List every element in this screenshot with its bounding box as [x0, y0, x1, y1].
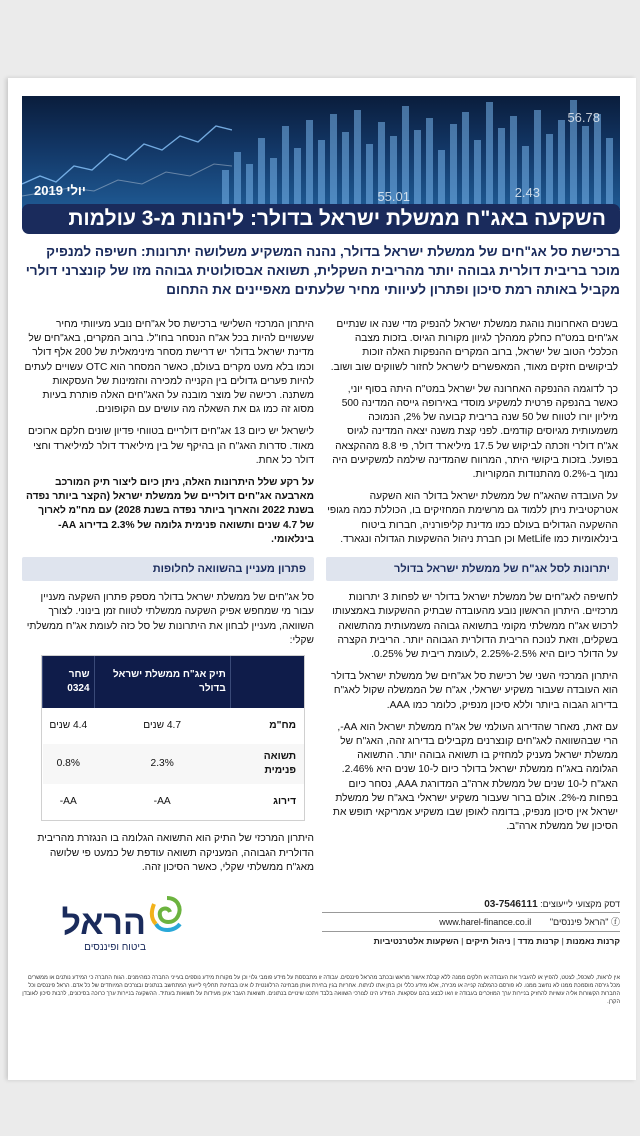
paragraph: לחשיפה לאג"חים של ממשלת ישראל בדולר יש לפחות 3 יתרונות מרכזיים. היתרון הראשון נובע מהעובדה שבתיק ההשקעות באמצעותו לרכוש אג"ח ממשלתי מקומי בתשואה גבוהה משמעותית מהתשואה בשקלים, וזאת לנוכח הריבית הדולרית הגבוהה יותר. הריבית הקצרה על הדולר כיום היא 2.5%-2.25% ,לעומת ריבית של 0.25%.	[332, 592, 618, 661]
issue-date: יולי 2019	[34, 183, 86, 198]
harel-logo	[36, 890, 186, 960]
section-heading-advantages: יתרונות לסל אג"ח של ממשלת ישראל בדולר	[326, 557, 618, 581]
facebook-link[interactable]: "הראל פיננסים"	[549, 917, 609, 927]
harel-swirl-icon	[148, 894, 186, 934]
lead-paragraph: ברכישת סל אג"חים של ממשלת ישראל בדולר, נהנה המשקיע משלושה יתרונות: חשיפה למנפיק מוכר בריבית דולרית גבוהה יותר מהריבית השקלית, תשואה אבסולוטית גבוהה מזו של קונצרני דולרי מקביל באותה רמת סיכון ופתרון לעיוותי מחיר שלעתים מאפיינים את התחום	[25, 244, 620, 297]
table-row	[43, 708, 305, 744]
chart-number: 56.78	[567, 110, 600, 125]
paragraph: על העובדה שהאג"ח של ממשלת ישראל בדולר הוא השקעה אטרקטיבית ניתן ללמוד גם מרשימת המחזיקים בו, הכוללת כמה מגופי ההשקעה הגדולים בעולם כמו מדינת קליפורניה, חברות ביטוח בינלאומיות כמו MetLife וכן חברת ניהול ההשקעות הגדולה ונגארד.	[327, 491, 618, 545]
paragraph: על רקע שלל היתרונות האלה, ניתן כיום ליצור תיק המורכב מארבעה אג"חים דולריים של ממשלת ישראל (הקצר ביותר נפדה בשנת 2022 והארוך ביותר נפדה בשנת 2028) עם מח"מ לארוך של 4.7 שנים ותשואה פנימית גלומה של 2.3% בדירוג AA- בינלאומי.	[25, 477, 314, 545]
chart-number: 55.01	[377, 189, 410, 204]
table-cell: AA-	[59, 796, 77, 808]
table-row	[43, 784, 305, 820]
paragraph: בשנים האחרונות נוהגת ממשלת ישראל להנפיק מדי שנה או שנתיים אג"חים במט"ח כחלק ממהלך לגיוון מקורות הגיוס. בזכות מצבה הכלכלי הטוב של ישראל, ברוב המקרים ההנפקות האלה זוכות לביקושים חזקים מאוד, המאפשרים לישראל לחזור לשווקים שוב ושוב.	[330, 319, 618, 373]
contact-phone-row	[322, 896, 620, 913]
website-link[interactable]: www.harel-finance.co.il	[439, 917, 532, 927]
left-column	[22, 318, 314, 883]
product-lines: קרנות נאמנות | קרנות מדד | ניהול תיקים | השקעות אלטרנטיביות	[373, 936, 620, 946]
table-cell: 2.3%	[94, 744, 230, 784]
paragraph: כך לדוגמה ההנפקה האחרונה של ישראל במט"ח היתה בסוף יוני, כאשר בהנפקה פרטית למשקיע מוסדי באירופה גייסה המדינה 500 מיליון יורו לטווח של 50 שנה בריבית קבועה של 2%, הנמוכה משמעותית מגיוסים קודמים. לפני קצת משנה יצאה המדינה לגיוס אג"ח דולרי וזכתה לביקוש של 17.5 מיליארד דולר, פי 8.8 מההקצאה בפועל. בזכות ביקושי היתר, המרווח שהמדינה שילמה למשקיעים היה נמוך ב-0.2% מהתנודות המקוריות.	[332, 383, 618, 481]
product-line: השקעות אלטרנטיביות	[373, 936, 459, 946]
table-cell: תשואה פנימית	[230, 744, 304, 784]
paragraph: עם זאת, מאחר שהדירוג העולמי של אג"ח ממשלת ישראל הוא AA-, הרי שבהשוואה לאג"חים קונצרנים מקבילים בדירוג זהה, האג"ח של ממשלת ישראל מעניק למחזיק בו תשואה גבוהה יותר. התשואה הגלומה באג"ח ממשלת ישראל בדולר כיום ל-10 שנים היא 2.46%. האג"ח ל-10 שנים של ממשלת ארה"ב המדורגת AAA, נסחר כיום בפחות מ-2%. אולם ברור שעבור משקיע ישראלי באג"ח של ממשלת ישראל אין סיכון מנפיק, בדומה לאופן שבו משקיע אמריקאי תופש את הסיכון של ממשלת ארה"ב.	[332, 721, 618, 833]
paragraph: היתרון המרכזי של התיק הוא התשואה הגלומה בו הנגזרת מהריבית הדולרית הגבוהה, המעניקה תשואה עודפת של כמעט פי שלושה מאג"ח ממשלתי שקלי, כאשר הסיכון זהה.	[37, 833, 314, 873]
product-line: קרנות מדד	[517, 936, 560, 946]
contact-web-row	[322, 913, 620, 932]
document-page	[8, 78, 636, 1080]
product-line: ניהול תיקים	[465, 936, 511, 946]
table-cell: 4.7 שנים	[143, 719, 182, 731]
logo-tagline: ביטוח ופיננסים	[84, 942, 146, 953]
table-header-cell	[230, 656, 304, 708]
chart-number: 2.43	[514, 185, 540, 200]
table-cell: דירוג	[273, 796, 296, 808]
contact-block	[322, 896, 620, 960]
right-column	[326, 318, 618, 843]
table-header-cell: תיק אג"ח ממשלת ישראל בדולר	[94, 656, 230, 708]
table-cell: 0.8%	[43, 744, 95, 784]
facebook-icon: ⓕ	[610, 917, 620, 927]
table-cell: מח"מ	[269, 719, 296, 731]
table-cell: AA-	[153, 796, 171, 808]
hero-banner	[22, 96, 620, 210]
table-row	[43, 744, 305, 784]
table-header-row	[43, 656, 305, 708]
comparison-table	[42, 656, 304, 820]
page-title: השקעה באג"ח ממשלת ישראל בדולר: ליהנות מ-3 עולמות	[22, 204, 620, 234]
table-cell: 4.4 שנים	[49, 719, 88, 731]
section-heading-comparison: פתרון מעניין בהשוואה לחלופות	[22, 557, 314, 581]
paragraph: היתרון המרכזי השלישי ברכישת סל אג"חים נובע מעיוותי מחיר שעשויים להיות בכל אג"ח הנסחר בחו"ל. ברוב המקרים, באג"חים של מדינת ישראל בדולר יש דרישת מסחר מינימאלית של 200 אלף דולר וכמו בלא מעט מקרים בעולם, כאשר המסחר הוא OTC עשויים לעתים להיות פערים גדולים בין הקנייה למכירה והזמינות של העסקאות משתנה. רכישה של מוצר מובנה על האג"חים האלה פותרת בעיות מסוג זה כמו גם את השאלה מה עושים עם הקופונים.	[24, 319, 314, 416]
product-line: קרנות נאמנות	[566, 936, 620, 946]
logo-wordmark: הראל	[61, 904, 146, 942]
paragraph: היתרון המרכזי השני של רכישת סל אג"חים של ממשלת ישראל בדולר הוא העובדה שעבור משקיע ישראלי, אג"ח של הממשלה שקול לאג"ח בדירוג הגבוה ביותר וללא סיכון מנפיק, כלומר כמו AAA.	[331, 671, 618, 711]
paragraph: לישראל יש כיום 13 אג"חים דולריים בטווחי פדיון שונים חלקם ארוכים מאוד. סדרות האג"ח הן בהיקף של בין מיליארד דולר למיליארד וחצי דולר כל אחת.	[28, 426, 314, 466]
contact-label: דסק מקצועי לייעוצים:	[540, 899, 620, 909]
phone-number[interactable]: 03-7546111	[484, 899, 538, 910]
paragraph: סל אג"חים של ממשלת ישראל בדולר מספק פתרון השקעה מעניין עבור מי שמחפש אפיק השקעה ממשלתי לטווח זמן בינוני. לצורך השוואה, מעניין לבחון את היתרונות של סל כזה לעומת אג"ח ממשלתי שקלי:	[26, 592, 314, 646]
bar-graphic	[212, 96, 620, 210]
table-header-cell: שחר 0324	[43, 656, 95, 708]
legal-disclaimer: אין לראות, לשכפל, לצטט, להפיץ או להעביר את העבודה או חלקים ממנה ללא קבלת אישור מראש ובכתב מהראל פיננסים. עבודה זו מתבססת על מידע פומבי גלוי וכן על מקורות מידע נוספים בעייני החברה כמהימנים. הגוח החברה כי המידע נותנים או ממשרים מכל גירסה מוסמכת ממנו לא נחשב ממנו. לא פורסם כהמלצה קנייה או מכירה, אלא מידע כללי וכן בחן אתו לניתוח. אחריות בגין בחירת אותן מבחינה הרלוונטית לו אינו בבחינת תחליף לייעוץ המתחשב בנתונים ובצרכים המיוחדים של כל אדם. הראל פיננסים וכל החברות הקשורות אליה עשויות להחזיק בניירות ערך המוזכרים בעבודה זו ו/או לבצע בהם עסקאות. המידע הינו לצורכי השוואה בלבד ויתכנו שינויים בנתונים. תשואות העבר אינן מעידות על תשואות בעתיד. ההשקעה בניירות ערך כרוכה בסיכונים, לרבות סיכון לאובדן הקרן.	[22, 975, 620, 1005]
